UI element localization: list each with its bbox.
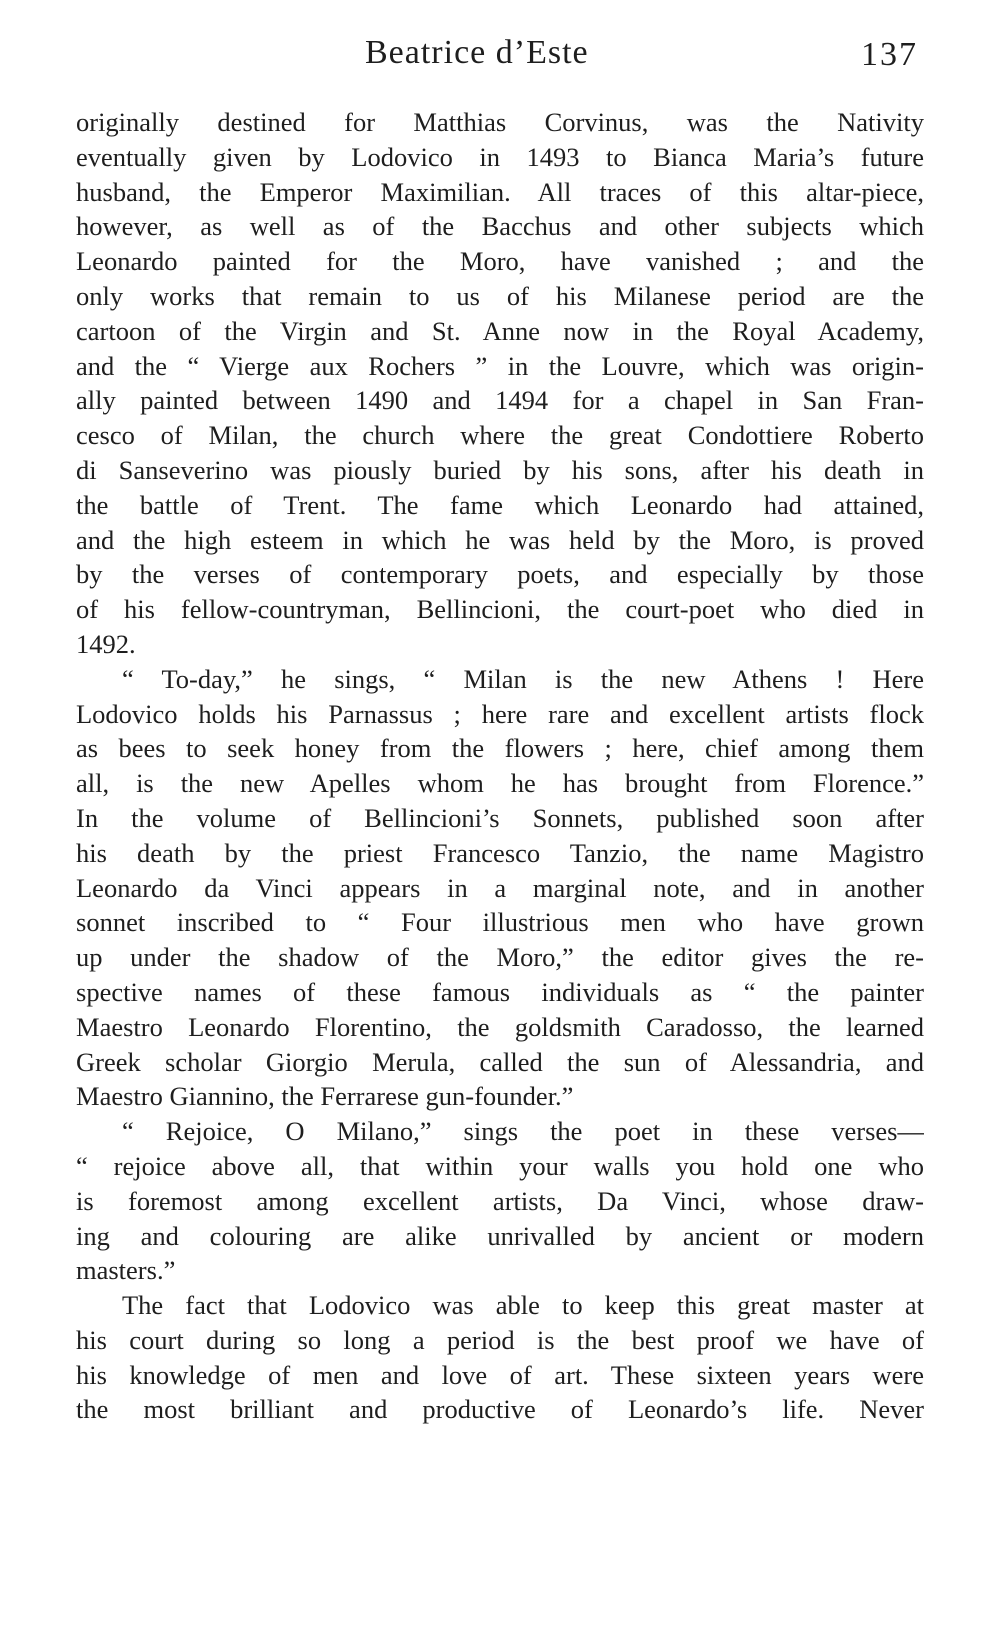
text-line: the battle of Trent. The fame which Leonardo had attained, — [76, 489, 924, 520]
text-line: and the high esteem in which he was held by the Moro, is proved — [76, 524, 924, 555]
text-line: and the “ Vierge aux Rochers ” in the Louvre, which was origin- — [76, 350, 924, 381]
text-line: by the verses of contemporary poets, and especially by those — [76, 559, 924, 590]
text-line: spective names of these famous individuals as “ the painter — [76, 976, 924, 1007]
page-number: 137 — [861, 36, 918, 73]
text-line: Maestro Leonardo Florentino, the goldsmith Caradosso, the learned — [76, 1011, 924, 1042]
text-line: eventually given by Lodovico in 1493 to Bianca Maria’s future — [76, 141, 924, 172]
text-line: only works that remain to us of his Milanese period are the — [76, 280, 924, 311]
text-line: originally destined for Matthias Corvinus, was the Nativity — [76, 107, 924, 137]
text-line: his knowledge of men and love of art. These sixteen years were — [76, 1359, 924, 1390]
text-line: “ To-day,” he sings, “ Milan is the new Athens ! Here — [122, 663, 924, 694]
text-line: all, is the new Apelles whom he has brought from Florence.” — [76, 768, 924, 799]
text-line: di Sanseverino was piously buried by his sons, after his death in — [76, 454, 924, 485]
text-line: up under the shadow of the Moro,” the editor gives the re- — [76, 942, 924, 973]
text-line: Leonardo painted for the Moro, have vanished ; and the — [76, 246, 924, 277]
text-line: sonnet inscribed to “ Four illustrious men who have grown — [76, 907, 924, 938]
text-line: as bees to seek honey from the flowers ; here, chief among them — [76, 733, 924, 764]
running-head — [0, 30, 1000, 80]
text-line: his court during so long a period is the best proof we have of — [76, 1324, 924, 1355]
text-line: Leonardo da Vinci appears in a marginal note, and in another — [76, 872, 924, 903]
text-line: cartoon of the Virgin and St. Anne now in the Royal Academy, — [76, 315, 924, 346]
text-line: Lodovico holds his Parnassus ; here rare and excellent artists flock — [76, 698, 924, 729]
text-line: ing and colouring are alike unrivalled by ancient or modern — [76, 1220, 924, 1251]
text-line: husband, the Emperor Maximilian. All traces of this altar-piece, — [76, 176, 924, 207]
text-line: ally painted between 1490 and 1494 for a chapel in San Fran- — [76, 385, 924, 416]
text-line: “ Rejoice, O Milano,” sings the poet in these verses— — [122, 1116, 924, 1147]
text-line: “ rejoice above all, that within your walls you hold one who — [76, 1150, 924, 1181]
text-line: 1492. — [76, 628, 136, 659]
text-line: cesco of Milan, the church where the great Condottiere Roberto — [76, 420, 924, 451]
text-line: The fact that Lodovico was able to keep this great master at — [122, 1290, 924, 1321]
body-text — [76, 105, 924, 1427]
text-line: however, as well as of the Bacchus and other subjects which — [76, 211, 924, 242]
text-line: masters.” — [76, 1255, 176, 1286]
text-line: Maestro Giannino, the Ferrarese gun-founder.” — [76, 1081, 574, 1112]
text-line: Greek scholar Giorgio Merula, called the sun of Alessandria, and — [76, 1046, 924, 1077]
text-line: of his fellow-countryman, Bellincioni, the court-poet who died in — [76, 594, 924, 625]
text-line: his death by the priest Francesco Tanzio, the name Magistro — [76, 837, 924, 868]
text-line: the most brilliant and productive of Leonardo’s life. Never — [76, 1394, 924, 1425]
text-line: In the volume of Bellincioni’s Sonnets, published soon after — [76, 802, 924, 833]
text-line: is foremost among excellent artists, Da Vinci, whose draw- — [76, 1185, 924, 1216]
running-title: Beatrice d’Este — [365, 34, 589, 71]
